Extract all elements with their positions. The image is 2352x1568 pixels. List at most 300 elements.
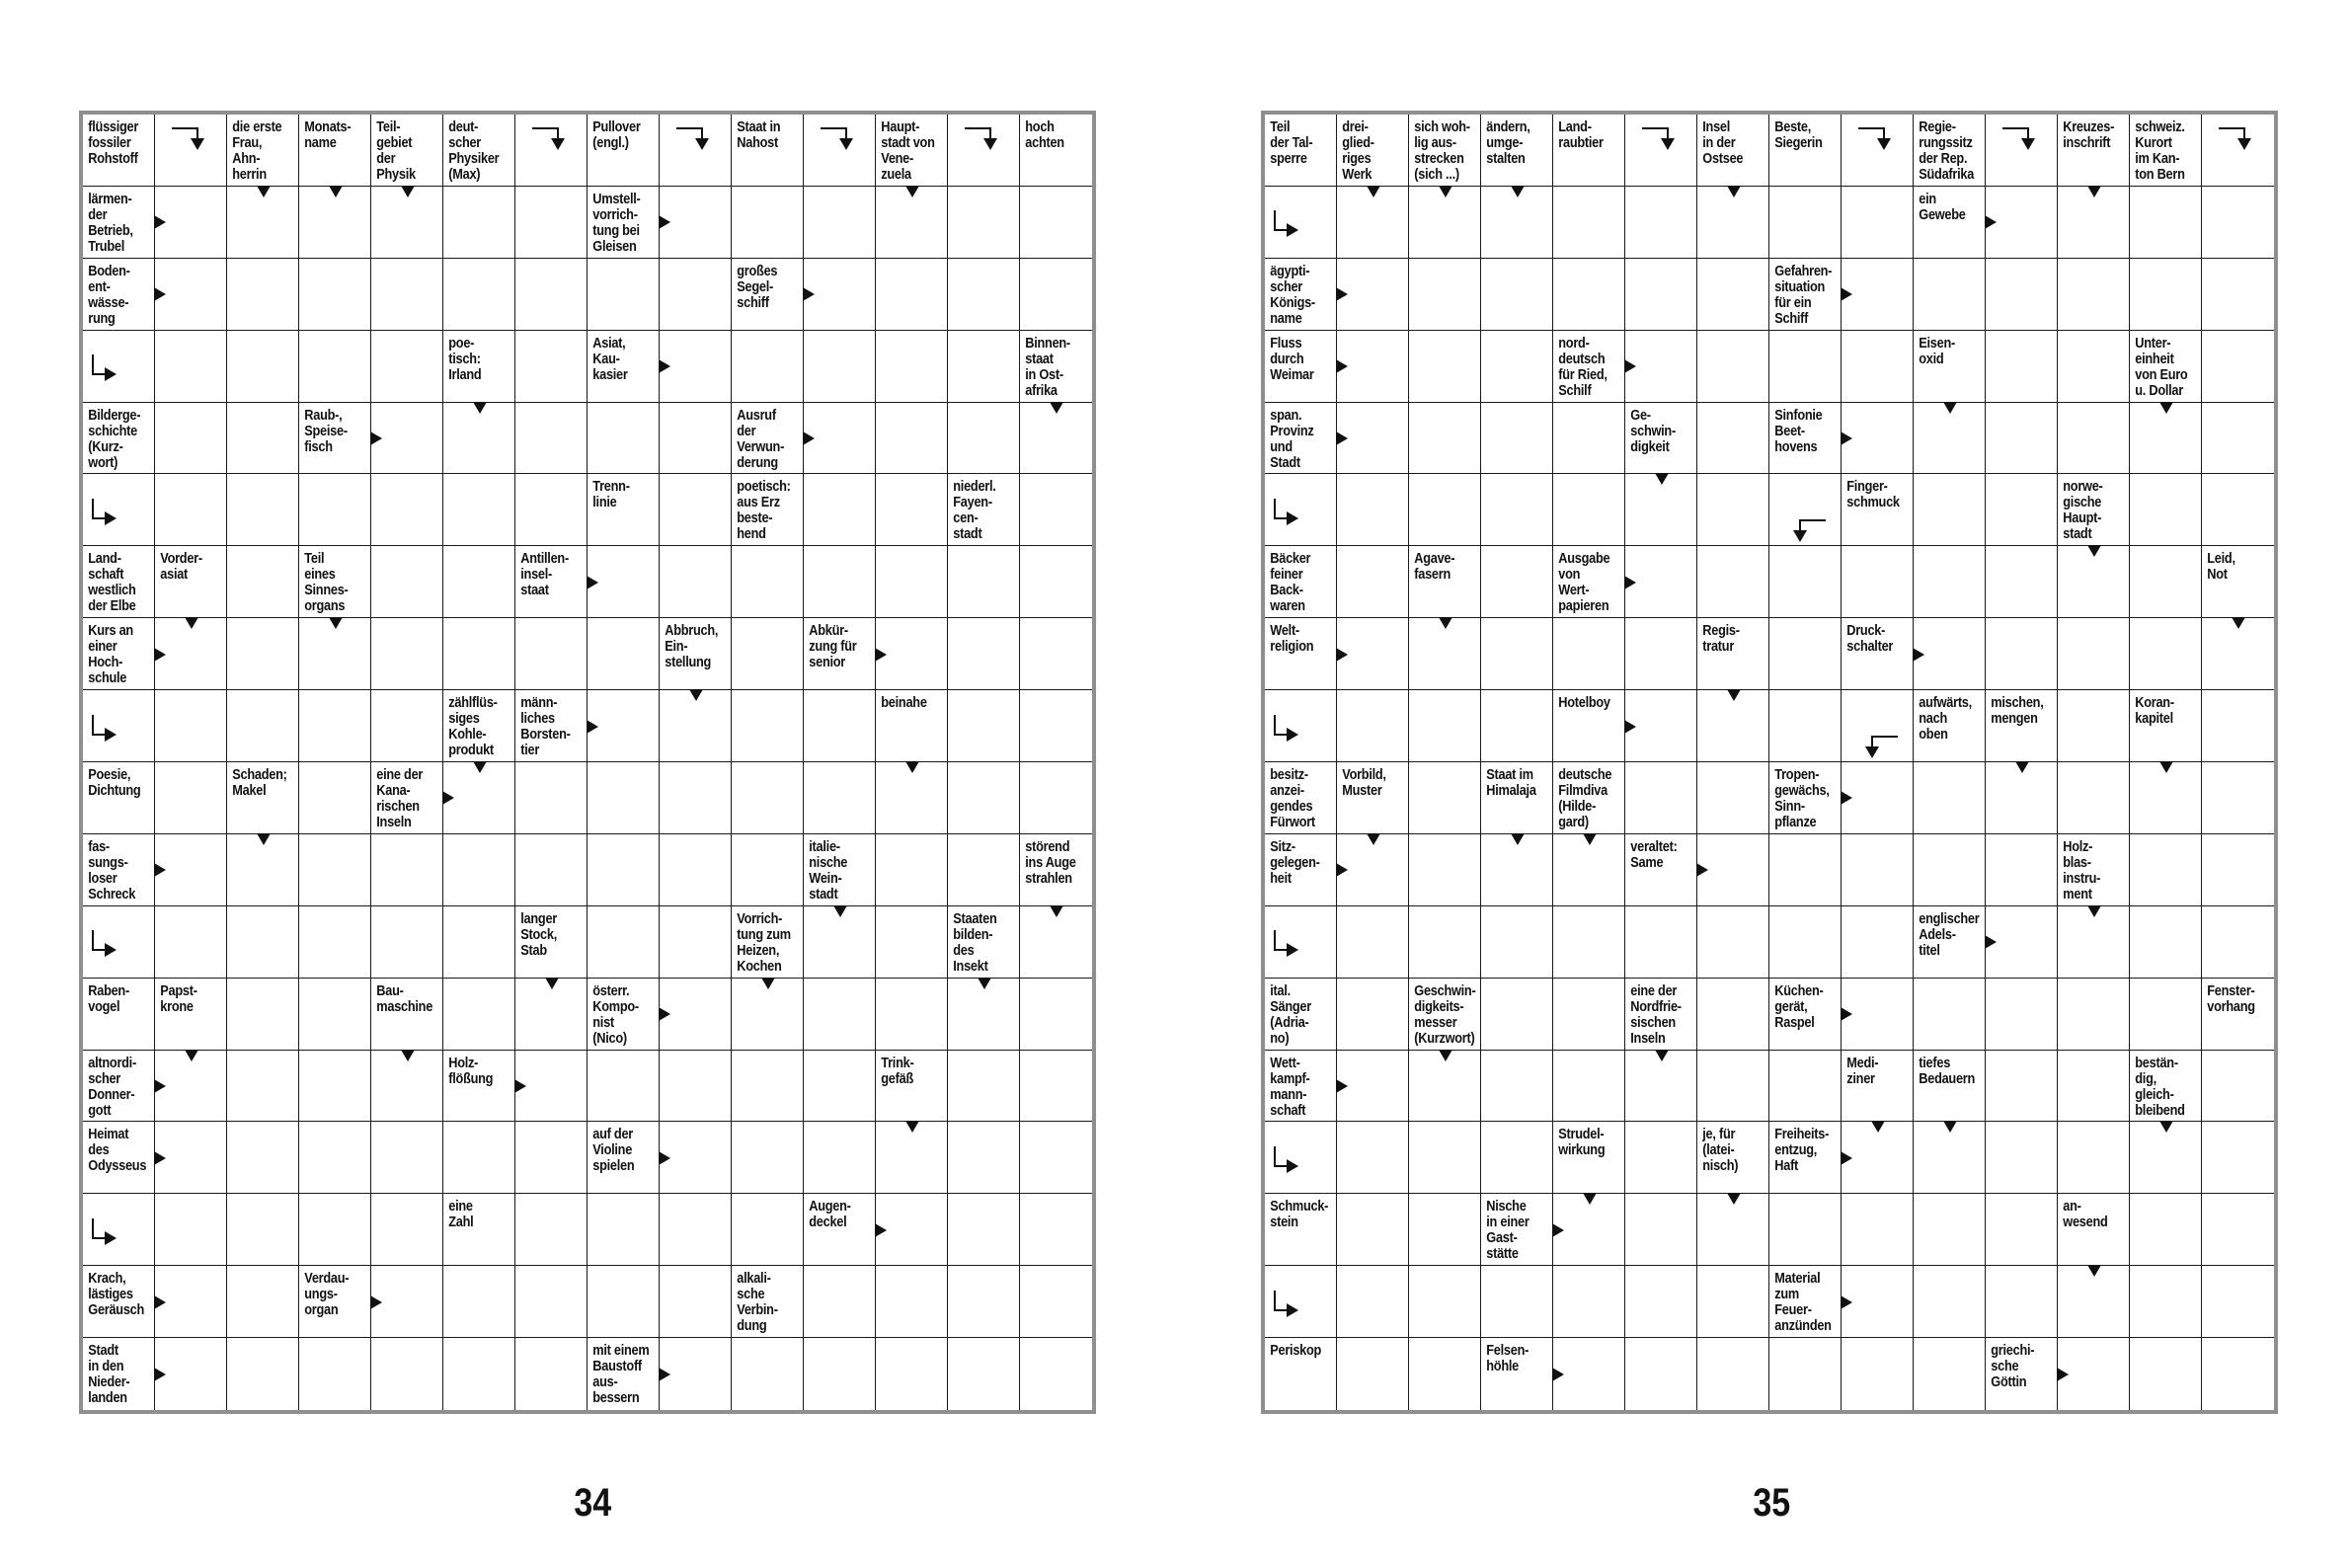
answer-cell[interactable]: [588, 906, 660, 979]
answer-cell[interactable]: [1697, 906, 1769, 979]
answer-cell[interactable]: [1625, 618, 1697, 690]
answer-cell[interactable]: [155, 259, 227, 331]
answer-cell[interactable]: [371, 906, 443, 979]
answer-cell[interactable]: [1625, 474, 1697, 546]
answer-cell[interactable]: [732, 1122, 804, 1194]
answer-cell[interactable]: [876, 474, 948, 546]
answer-cell[interactable]: [515, 979, 588, 1051]
answer-cell[interactable]: [1625, 1122, 1697, 1194]
answer-cell[interactable]: [876, 979, 948, 1051]
answer-cell[interactable]: [1553, 259, 1625, 331]
answer-cell[interactable]: [1337, 618, 1409, 690]
answer-cell[interactable]: [1986, 1122, 2058, 1194]
answer-cell[interactable]: [1697, 546, 1769, 618]
answer-cell[interactable]: [371, 1338, 443, 1410]
answer-cell[interactable]: [515, 834, 588, 906]
answer-cell[interactable]: [1337, 1051, 1409, 1123]
arrow-cell[interactable]: [1842, 115, 1914, 187]
answer-cell[interactable]: [1842, 1338, 1914, 1410]
answer-cell[interactable]: [2130, 979, 2202, 1051]
answer-cell[interactable]: [1697, 1194, 1769, 1266]
answer-cell[interactable]: [155, 1194, 227, 1266]
answer-cell[interactable]: [876, 618, 948, 690]
answer-cell[interactable]: [1842, 834, 1914, 906]
answer-cell[interactable]: [443, 618, 515, 690]
answer-cell[interactable]: [1625, 187, 1697, 259]
answer-cell[interactable]: [155, 331, 227, 403]
answer-cell[interactable]: [948, 690, 1020, 762]
answer-cell[interactable]: [1020, 906, 1092, 979]
answer-cell[interactable]: [1409, 259, 1481, 331]
answer-cell[interactable]: [1481, 546, 1553, 618]
answer-cell[interactable]: [227, 618, 299, 690]
answer-cell[interactable]: [804, 403, 876, 475]
answer-cell[interactable]: [155, 474, 227, 546]
answer-cell[interactable]: [299, 690, 371, 762]
answer-cell[interactable]: [1020, 187, 1092, 259]
arrow-cell[interactable]: [83, 474, 155, 546]
answer-cell[interactable]: [876, 1266, 948, 1338]
answer-cell[interactable]: [1986, 259, 2058, 331]
answer-cell[interactable]: [876, 259, 948, 331]
answer-cell[interactable]: [371, 546, 443, 618]
answer-cell[interactable]: [660, 259, 732, 331]
answer-cell[interactable]: [1553, 834, 1625, 906]
answer-cell[interactable]: [660, 1338, 732, 1410]
answer-cell[interactable]: [1409, 618, 1481, 690]
answer-cell[interactable]: [1409, 834, 1481, 906]
answer-cell[interactable]: [1697, 1266, 1769, 1338]
answer-cell[interactable]: [732, 618, 804, 690]
answer-cell[interactable]: [2058, 1051, 2130, 1123]
answer-cell[interactable]: [876, 1338, 948, 1410]
answer-cell[interactable]: [1553, 618, 1625, 690]
arrow-cell[interactable]: [83, 906, 155, 979]
answer-cell[interactable]: [732, 546, 804, 618]
answer-cell[interactable]: [660, 834, 732, 906]
answer-cell[interactable]: [299, 618, 371, 690]
answer-cell[interactable]: [588, 1051, 660, 1123]
answer-cell[interactable]: [1020, 403, 1092, 475]
answer-cell[interactable]: [2058, 546, 2130, 618]
answer-cell[interactable]: [1697, 331, 1769, 403]
answer-cell[interactable]: [1842, 906, 1914, 979]
answer-cell[interactable]: [1697, 979, 1769, 1051]
answer-cell[interactable]: [660, 1051, 732, 1123]
answer-cell[interactable]: [1409, 1338, 1481, 1410]
arrow-cell[interactable]: [515, 115, 588, 187]
answer-cell[interactable]: [1553, 1194, 1625, 1266]
answer-cell[interactable]: [1697, 1051, 1769, 1123]
arrow-cell[interactable]: [1625, 115, 1697, 187]
answer-cell[interactable]: [1697, 834, 1769, 906]
answer-cell[interactable]: [1020, 1194, 1092, 1266]
arrow-cell[interactable]: [155, 115, 227, 187]
answer-cell[interactable]: [1914, 834, 1986, 906]
answer-cell[interactable]: [588, 1194, 660, 1266]
answer-cell[interactable]: [155, 834, 227, 906]
answer-cell[interactable]: [227, 1122, 299, 1194]
answer-cell[interactable]: [660, 546, 732, 618]
answer-cell[interactable]: [227, 834, 299, 906]
answer-cell[interactable]: [371, 259, 443, 331]
answer-cell[interactable]: [1769, 1194, 1842, 1266]
answer-cell[interactable]: [1337, 474, 1409, 546]
answer-cell[interactable]: [371, 834, 443, 906]
answer-cell[interactable]: [515, 1051, 588, 1123]
answer-cell[interactable]: [443, 259, 515, 331]
answer-cell[interactable]: [1625, 1338, 1697, 1410]
answer-cell[interactable]: [299, 187, 371, 259]
answer-cell[interactable]: [1625, 1051, 1697, 1123]
answer-cell[interactable]: [588, 1266, 660, 1338]
answer-cell[interactable]: [1409, 1266, 1481, 1338]
answer-cell[interactable]: [2130, 474, 2202, 546]
answer-cell[interactable]: [443, 474, 515, 546]
answer-cell[interactable]: [1337, 187, 1409, 259]
answer-cell[interactable]: [371, 1122, 443, 1194]
answer-cell[interactable]: [155, 1051, 227, 1123]
answer-cell[interactable]: [1986, 1194, 2058, 1266]
answer-cell[interactable]: [443, 403, 515, 475]
answer-cell[interactable]: [1625, 690, 1697, 762]
answer-cell[interactable]: [515, 331, 588, 403]
answer-cell[interactable]: [1337, 403, 1409, 475]
answer-cell[interactable]: [1914, 1194, 1986, 1266]
answer-cell[interactable]: [2058, 259, 2130, 331]
answer-cell[interactable]: [299, 1338, 371, 1410]
answer-cell[interactable]: [299, 259, 371, 331]
answer-cell[interactable]: [299, 906, 371, 979]
answer-cell[interactable]: [1769, 1338, 1842, 1410]
answer-cell[interactable]: [2130, 187, 2202, 259]
answer-cell[interactable]: [1914, 1122, 1986, 1194]
answer-cell[interactable]: [443, 187, 515, 259]
answer-cell[interactable]: [948, 187, 1020, 259]
answer-cell[interactable]: [371, 474, 443, 546]
answer-cell[interactable]: [948, 834, 1020, 906]
answer-cell[interactable]: [660, 1122, 732, 1194]
answer-cell[interactable]: [1914, 979, 1986, 1051]
answer-cell[interactable]: [876, 1194, 948, 1266]
answer-cell[interactable]: [1020, 690, 1092, 762]
answer-cell[interactable]: [588, 259, 660, 331]
answer-cell[interactable]: [443, 1338, 515, 1410]
answer-cell[interactable]: [2058, 1122, 2130, 1194]
answer-cell[interactable]: [1625, 1194, 1697, 1266]
answer-cell[interactable]: [371, 403, 443, 475]
answer-cell[interactable]: [2130, 834, 2202, 906]
answer-cell[interactable]: [1020, 979, 1092, 1051]
answer-cell[interactable]: [227, 979, 299, 1051]
answer-cell[interactable]: [1914, 1266, 1986, 1338]
answer-cell[interactable]: [371, 690, 443, 762]
answer-cell[interactable]: [227, 1051, 299, 1123]
answer-cell[interactable]: [1986, 546, 2058, 618]
arrow-cell[interactable]: [804, 115, 876, 187]
answer-cell[interactable]: [732, 979, 804, 1051]
answer-cell[interactable]: [948, 1194, 1020, 1266]
answer-cell[interactable]: [299, 762, 371, 834]
answer-cell[interactable]: [1986, 979, 2058, 1051]
answer-cell[interactable]: [2058, 187, 2130, 259]
answer-cell[interactable]: [660, 474, 732, 546]
answer-cell[interactable]: [732, 834, 804, 906]
answer-cell[interactable]: [1769, 906, 1842, 979]
answer-cell[interactable]: [2058, 906, 2130, 979]
answer-cell[interactable]: [1553, 906, 1625, 979]
answer-cell[interactable]: [1769, 187, 1842, 259]
answer-cell[interactable]: [227, 331, 299, 403]
answer-cell[interactable]: [1842, 259, 1914, 331]
answer-cell[interactable]: [299, 331, 371, 403]
answer-cell[interactable]: [1986, 1266, 2058, 1338]
answer-cell[interactable]: [1769, 331, 1842, 403]
answer-cell[interactable]: [1842, 403, 1914, 475]
answer-cell[interactable]: [515, 1194, 588, 1266]
answer-cell[interactable]: [1481, 834, 1553, 906]
answer-cell[interactable]: [1409, 403, 1481, 475]
answer-cell[interactable]: [804, 546, 876, 618]
answer-cell[interactable]: [2058, 762, 2130, 834]
answer-cell[interactable]: [1914, 474, 1986, 546]
answer-cell[interactable]: [1409, 690, 1481, 762]
answer-cell[interactable]: [1553, 403, 1625, 475]
answer-cell[interactable]: [660, 1194, 732, 1266]
answer-cell[interactable]: [1481, 979, 1553, 1051]
answer-cell[interactable]: [1842, 187, 1914, 259]
answer-cell[interactable]: [1914, 259, 1986, 331]
arrow-cell[interactable]: [1769, 474, 1842, 546]
answer-cell[interactable]: [1842, 1266, 1914, 1338]
answer-cell[interactable]: [948, 1338, 1020, 1410]
answer-cell[interactable]: [1986, 474, 2058, 546]
answer-cell[interactable]: [155, 187, 227, 259]
answer-cell[interactable]: [660, 690, 732, 762]
answer-cell[interactable]: [2130, 259, 2202, 331]
answer-cell[interactable]: [1697, 690, 1769, 762]
answer-cell[interactable]: [1337, 690, 1409, 762]
answer-cell[interactable]: [1409, 331, 1481, 403]
answer-cell[interactable]: [227, 403, 299, 475]
answer-cell[interactable]: [2202, 187, 2274, 259]
answer-cell[interactable]: [2130, 618, 2202, 690]
answer-cell[interactable]: [876, 1122, 948, 1194]
answer-cell[interactable]: [804, 690, 876, 762]
answer-cell[interactable]: [1481, 187, 1553, 259]
answer-cell[interactable]: [1337, 1338, 1409, 1410]
answer-cell[interactable]: [1409, 906, 1481, 979]
answer-cell[interactable]: [660, 906, 732, 979]
answer-cell[interactable]: [732, 1194, 804, 1266]
answer-cell[interactable]: [1481, 690, 1553, 762]
answer-cell[interactable]: [1986, 618, 2058, 690]
answer-cell[interactable]: [804, 187, 876, 259]
answer-cell[interactable]: [1553, 474, 1625, 546]
answer-cell[interactable]: [948, 618, 1020, 690]
answer-cell[interactable]: [732, 187, 804, 259]
answer-cell[interactable]: [515, 474, 588, 546]
arrow-cell[interactable]: [1265, 1122, 1337, 1194]
answer-cell[interactable]: [443, 979, 515, 1051]
answer-cell[interactable]: [515, 1338, 588, 1410]
answer-cell[interactable]: [1625, 762, 1697, 834]
answer-cell[interactable]: [804, 331, 876, 403]
answer-cell[interactable]: [2202, 762, 2274, 834]
answer-cell[interactable]: [588, 546, 660, 618]
answer-cell[interactable]: [804, 259, 876, 331]
answer-cell[interactable]: [155, 906, 227, 979]
answer-cell[interactable]: [1697, 1338, 1769, 1410]
answer-cell[interactable]: [371, 1266, 443, 1338]
answer-cell[interactable]: [227, 1194, 299, 1266]
answer-cell[interactable]: [948, 546, 1020, 618]
answer-cell[interactable]: [948, 331, 1020, 403]
answer-cell[interactable]: [515, 1122, 588, 1194]
answer-cell[interactable]: [948, 979, 1020, 1051]
answer-cell[interactable]: [588, 762, 660, 834]
answer-cell[interactable]: [1337, 259, 1409, 331]
answer-cell[interactable]: [155, 762, 227, 834]
arrow-cell[interactable]: [1265, 906, 1337, 979]
answer-cell[interactable]: [443, 762, 515, 834]
answer-cell[interactable]: [515, 618, 588, 690]
answer-cell[interactable]: [1020, 1266, 1092, 1338]
answer-cell[interactable]: [1769, 546, 1842, 618]
answer-cell[interactable]: [1914, 1338, 1986, 1410]
answer-cell[interactable]: [1986, 187, 2058, 259]
answer-cell[interactable]: [2058, 403, 2130, 475]
answer-cell[interactable]: [804, 1338, 876, 1410]
answer-cell[interactable]: [1481, 906, 1553, 979]
answer-cell[interactable]: [155, 1122, 227, 1194]
answer-cell[interactable]: [1409, 1194, 1481, 1266]
answer-cell[interactable]: [1842, 979, 1914, 1051]
answer-cell[interactable]: [1481, 403, 1553, 475]
arrow-cell[interactable]: [660, 115, 732, 187]
answer-cell[interactable]: [804, 1051, 876, 1123]
answer-cell[interactable]: [299, 979, 371, 1051]
answer-cell[interactable]: [660, 979, 732, 1051]
answer-cell[interactable]: [1842, 762, 1914, 834]
answer-cell[interactable]: [1697, 187, 1769, 259]
answer-cell[interactable]: [515, 1266, 588, 1338]
answer-cell[interactable]: [2202, 906, 2274, 979]
answer-cell[interactable]: [2058, 1338, 2130, 1410]
answer-cell[interactable]: [371, 618, 443, 690]
answer-cell[interactable]: [1842, 1122, 1914, 1194]
answer-cell[interactable]: [732, 762, 804, 834]
answer-cell[interactable]: [1914, 762, 1986, 834]
answer-cell[interactable]: [1986, 834, 2058, 906]
answer-cell[interactable]: [299, 474, 371, 546]
answer-cell[interactable]: [1020, 1122, 1092, 1194]
answer-cell[interactable]: [1337, 1266, 1409, 1338]
answer-cell[interactable]: [443, 1122, 515, 1194]
answer-cell[interactable]: [1553, 1051, 1625, 1123]
answer-cell[interactable]: [1337, 1194, 1409, 1266]
answer-cell[interactable]: [1481, 331, 1553, 403]
answer-cell[interactable]: [227, 187, 299, 259]
answer-cell[interactable]: [2202, 690, 2274, 762]
answer-cell[interactable]: [2058, 979, 2130, 1051]
answer-cell[interactable]: [155, 1266, 227, 1338]
answer-cell[interactable]: [732, 1051, 804, 1123]
answer-cell[interactable]: [443, 546, 515, 618]
answer-cell[interactable]: [2130, 906, 2202, 979]
answer-cell[interactable]: [1914, 403, 1986, 475]
arrow-cell[interactable]: [83, 690, 155, 762]
answer-cell[interactable]: [2202, 1266, 2274, 1338]
answer-cell[interactable]: [2202, 1194, 2274, 1266]
answer-cell[interactable]: [876, 834, 948, 906]
answer-cell[interactable]: [1842, 546, 1914, 618]
answer-cell[interactable]: [1409, 187, 1481, 259]
answer-cell[interactable]: [1769, 1051, 1842, 1123]
answer-cell[interactable]: [443, 906, 515, 979]
answer-cell[interactable]: [227, 259, 299, 331]
answer-cell[interactable]: [299, 1051, 371, 1123]
answer-cell[interactable]: [876, 762, 948, 834]
answer-cell[interactable]: [588, 834, 660, 906]
answer-cell[interactable]: [948, 1122, 1020, 1194]
answer-cell[interactable]: [2058, 618, 2130, 690]
arrow-cell[interactable]: [83, 331, 155, 403]
answer-cell[interactable]: [1553, 979, 1625, 1051]
answer-cell[interactable]: [155, 403, 227, 475]
answer-cell[interactable]: [660, 187, 732, 259]
answer-cell[interactable]: [1481, 1266, 1553, 1338]
answer-cell[interactable]: [1625, 906, 1697, 979]
answer-cell[interactable]: [2130, 1194, 2202, 1266]
answer-cell[interactable]: [1020, 1338, 1092, 1410]
answer-cell[interactable]: [948, 259, 1020, 331]
answer-cell[interactable]: [1553, 1266, 1625, 1338]
answer-cell[interactable]: [948, 1266, 1020, 1338]
answer-cell[interactable]: [1481, 474, 1553, 546]
answer-cell[interactable]: [876, 906, 948, 979]
answer-cell[interactable]: [732, 1338, 804, 1410]
answer-cell[interactable]: [948, 403, 1020, 475]
answer-cell[interactable]: [1769, 834, 1842, 906]
answer-cell[interactable]: [1986, 1051, 2058, 1123]
answer-cell[interactable]: [443, 1266, 515, 1338]
answer-cell[interactable]: [948, 1051, 1020, 1123]
answer-cell[interactable]: [1625, 331, 1697, 403]
answer-cell[interactable]: [876, 403, 948, 475]
answer-cell[interactable]: [299, 1194, 371, 1266]
answer-cell[interactable]: [1020, 1051, 1092, 1123]
answer-cell[interactable]: [155, 690, 227, 762]
answer-cell[interactable]: [1337, 834, 1409, 906]
arrow-cell[interactable]: [1265, 1266, 1337, 1338]
answer-cell[interactable]: [2202, 618, 2274, 690]
arrow-cell[interactable]: [948, 115, 1020, 187]
answer-cell[interactable]: [1697, 259, 1769, 331]
answer-cell[interactable]: [588, 690, 660, 762]
answer-cell[interactable]: [515, 762, 588, 834]
answer-cell[interactable]: [2202, 259, 2274, 331]
answer-cell[interactable]: [371, 331, 443, 403]
answer-cell[interactable]: [732, 331, 804, 403]
answer-cell[interactable]: [2202, 834, 2274, 906]
answer-cell[interactable]: [2202, 1122, 2274, 1194]
arrow-cell[interactable]: [1265, 690, 1337, 762]
answer-cell[interactable]: [2058, 331, 2130, 403]
answer-cell[interactable]: [1020, 762, 1092, 834]
answer-cell[interactable]: [299, 834, 371, 906]
answer-cell[interactable]: [804, 1122, 876, 1194]
